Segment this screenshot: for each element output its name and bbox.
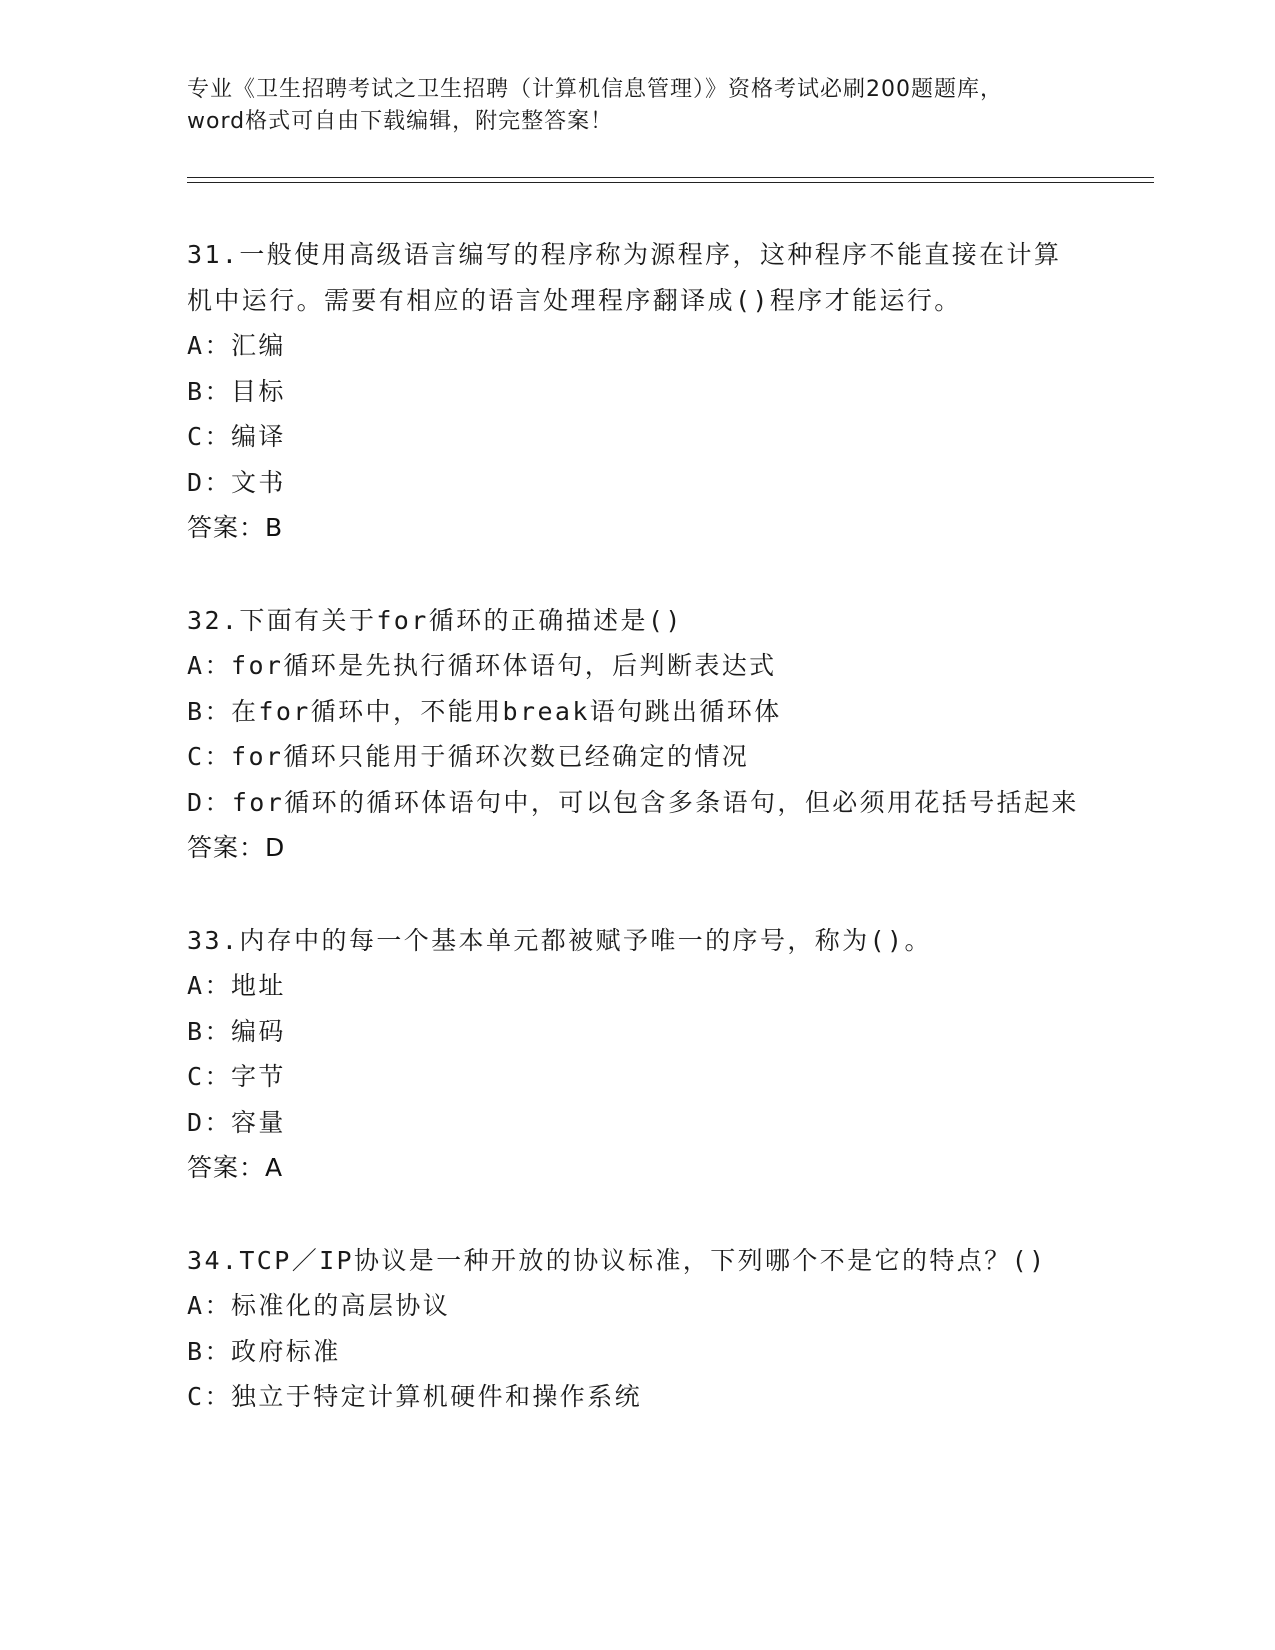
option-d bbox=[187, 780, 1087, 826]
option-text: 目标 bbox=[231, 376, 286, 406]
option-key: B： bbox=[187, 376, 232, 406]
option-a bbox=[187, 1283, 1087, 1329]
option-text: for循环只能用于循环次数已经确定的情况 bbox=[231, 742, 750, 771]
option-text: for循环是先执行循环体语句，后判断表达式 bbox=[231, 651, 777, 680]
option-key: C： bbox=[187, 1062, 232, 1091]
option-key: C： bbox=[187, 1382, 232, 1411]
answer-line: 答案：D bbox=[187, 833, 286, 862]
option-a bbox=[187, 643, 1087, 689]
option-text: 编译 bbox=[231, 422, 286, 451]
option-text: 标准化的高层协议 bbox=[231, 1291, 451, 1320]
option-text: 字节 bbox=[231, 1062, 286, 1091]
option-key: D： bbox=[187, 1107, 232, 1137]
question-33 bbox=[187, 918, 1087, 1191]
option-key: D： bbox=[187, 787, 232, 817]
question-stem: 33.内存中的每一个基本单元都被赋予唯一的序号，称为()。 bbox=[187, 925, 932, 955]
document-header bbox=[187, 74, 1087, 138]
question-stem: 31.一般使用高级语言编写的程序称为源程序，这种程序不能直接在计算机中运行。需要有相应的语言处理程序翻译成()程序才能运行。 bbox=[187, 240, 1062, 315]
question-34 bbox=[187, 1238, 1087, 1420]
option-key: D： bbox=[187, 467, 232, 497]
option-text: 独立于特定计算机硬件和操作系统 bbox=[231, 1382, 643, 1411]
question-list bbox=[187, 232, 1087, 1467]
option-a bbox=[187, 963, 1087, 1009]
option-key: A： bbox=[187, 331, 232, 360]
option-d bbox=[187, 460, 1087, 506]
option-key: B： bbox=[187, 696, 232, 726]
option-key: A： bbox=[187, 971, 232, 1000]
option-key: B： bbox=[187, 1016, 232, 1046]
header-double-rule bbox=[187, 177, 1154, 183]
option-key: C： bbox=[187, 422, 232, 451]
header-line-2: word格式可自由下载编辑，附完整答案！ bbox=[187, 109, 614, 134]
option-text: 编码 bbox=[231, 1016, 286, 1046]
answer-line: 答案：A bbox=[187, 1153, 284, 1182]
question-32 bbox=[187, 598, 1087, 871]
question-stem: 34.TCP／IP协议是一种开放的协议标准，下列哪个不是它的特点？() bbox=[187, 1245, 1047, 1275]
question-stem: 32.下面有关于for循环的正确描述是() bbox=[187, 605, 683, 635]
option-text: 容量 bbox=[231, 1107, 286, 1137]
option-text: for循环的循环体语句中，可以包含多条语句，但必须用花括号括起来 bbox=[231, 787, 1079, 817]
option-text: 政府标准 bbox=[231, 1336, 341, 1366]
option-text: 文书 bbox=[231, 467, 286, 497]
question-31 bbox=[187, 232, 1087, 551]
option-b bbox=[187, 369, 1087, 415]
option-a bbox=[187, 323, 1087, 369]
option-key: A： bbox=[187, 651, 232, 680]
option-text: 在for循环中，不能用break语句跳出循环体 bbox=[231, 696, 782, 726]
option-c bbox=[187, 734, 1087, 780]
header-line-1: 专业《卫生招聘考试之卫生招聘（计算机信息管理）》资格考试必刷200题题库， bbox=[187, 77, 1003, 102]
option-key: B： bbox=[187, 1336, 232, 1366]
option-d bbox=[187, 1100, 1087, 1146]
answer-line: 答案：B bbox=[187, 513, 284, 542]
option-c bbox=[187, 414, 1087, 460]
option-key: C： bbox=[187, 742, 232, 771]
option-c bbox=[187, 1054, 1087, 1100]
option-b bbox=[187, 1009, 1087, 1055]
option-c bbox=[187, 1374, 1087, 1420]
option-text: 汇编 bbox=[231, 331, 286, 360]
option-b bbox=[187, 689, 1087, 735]
option-b bbox=[187, 1329, 1087, 1375]
option-key: A： bbox=[187, 1291, 232, 1320]
option-text: 地址 bbox=[231, 971, 286, 1000]
